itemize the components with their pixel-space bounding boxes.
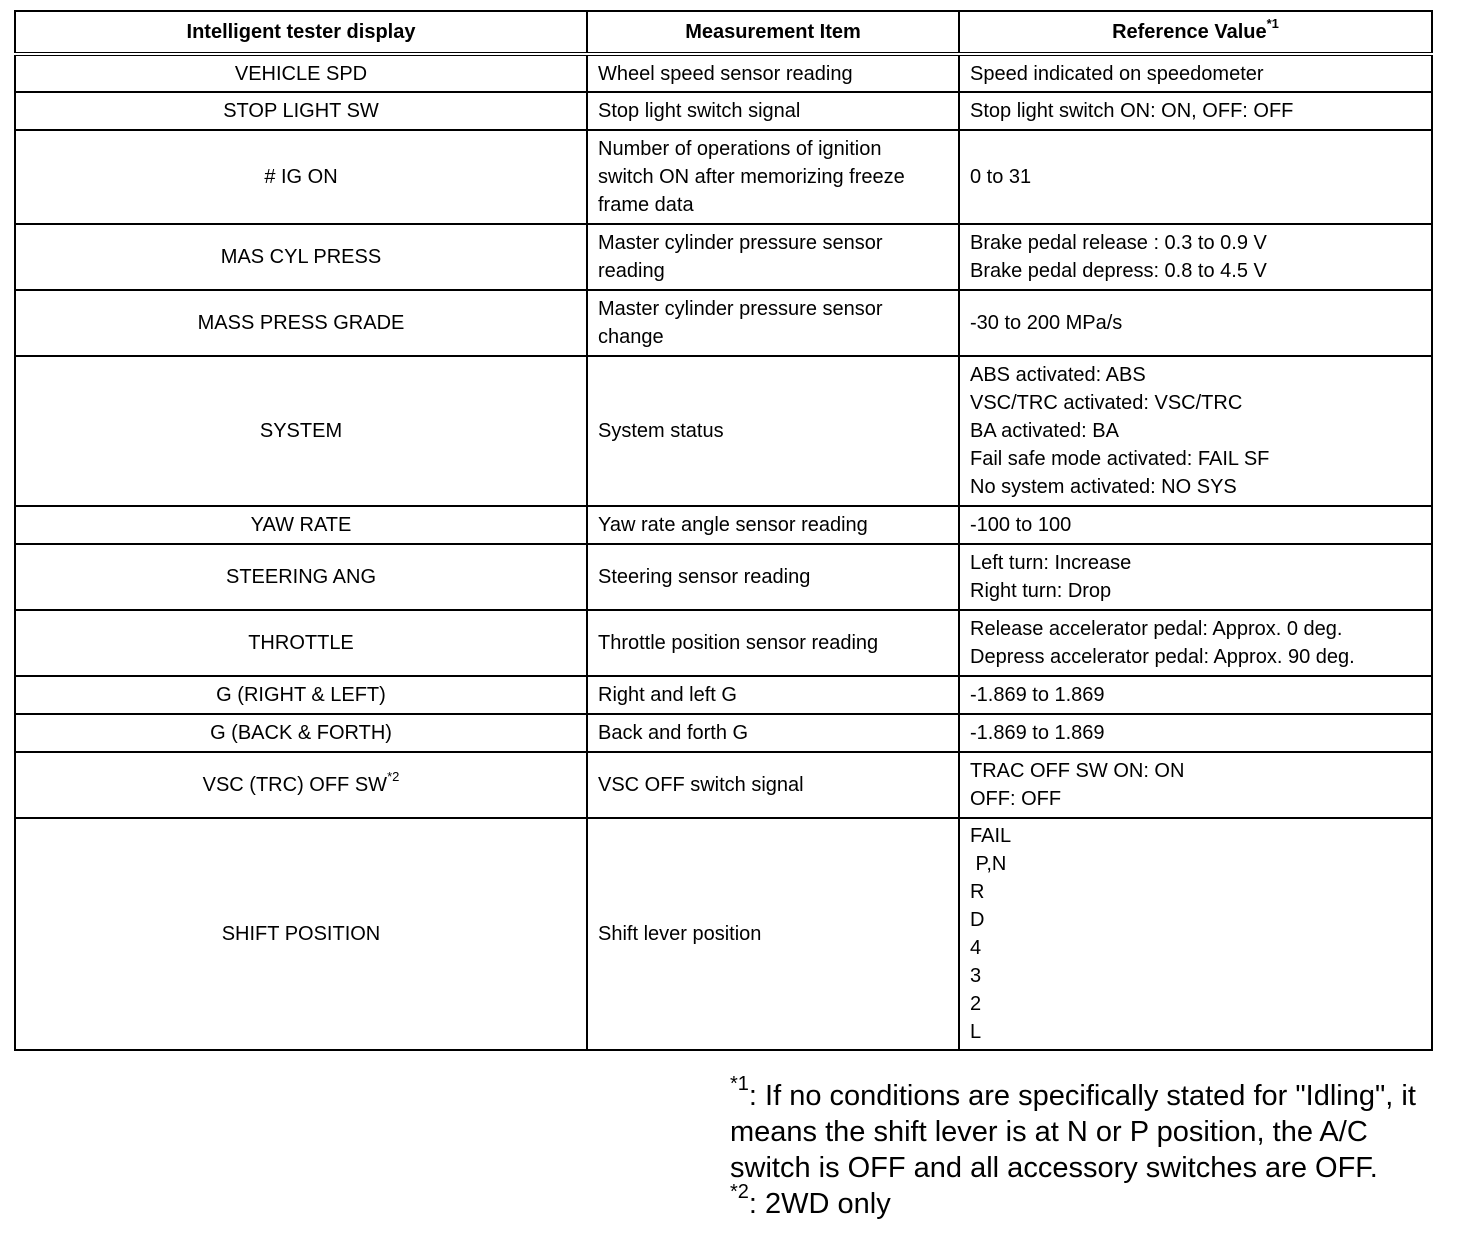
header-display xyxy=(15,11,587,54)
cell-display-footnote-mark: *2 xyxy=(387,769,400,785)
table-row xyxy=(15,54,1432,92)
table-row xyxy=(15,290,1432,356)
cell-display-text: G (BACK & FORTH) xyxy=(210,722,392,744)
cell-display xyxy=(15,676,587,714)
cell-reference-line: L xyxy=(970,1021,982,1043)
cell-display xyxy=(15,54,587,92)
cell-measurement-line: Shift lever position xyxy=(598,923,762,945)
header-measurement-label: Measurement Item xyxy=(685,21,861,43)
cell-display xyxy=(15,714,587,752)
cell-measurement-line: Wheel speed sensor reading xyxy=(598,62,853,85)
cell-reference xyxy=(959,224,1432,290)
cell-reference-line: BA activated: BA xyxy=(970,420,1119,442)
table-row xyxy=(15,356,1432,506)
table-row xyxy=(15,752,1432,818)
cell-measurement-line: frame data xyxy=(598,194,694,216)
cell-reference xyxy=(959,54,1432,92)
cell-reference-line: Release accelerator pedal: Approx. 0 deg. xyxy=(970,618,1343,640)
cell-measurement xyxy=(587,544,959,610)
table-row xyxy=(15,544,1432,610)
cell-measurement xyxy=(587,752,959,818)
cell-reference-line: Right turn: Drop xyxy=(970,580,1112,602)
cell-reference xyxy=(959,356,1432,506)
cell-reference xyxy=(959,610,1432,676)
footnote-1-mark: *1 xyxy=(730,1073,749,1096)
table-header-row xyxy=(15,11,1432,54)
cell-display xyxy=(15,290,587,356)
footnote-2 xyxy=(730,1181,1450,1222)
cell-reference-line: VSC/TRC activated: VSC/TRC xyxy=(970,392,1243,414)
cell-display xyxy=(15,752,587,818)
cell-reference-line: Left turn: Increase xyxy=(970,552,1132,574)
cell-reference xyxy=(959,290,1432,356)
cell-reference-line: Brake pedal depress: 0.8 to 4.5 V xyxy=(970,260,1267,282)
cell-measurement-line: change xyxy=(598,326,664,348)
table-row xyxy=(15,610,1432,676)
cell-display-text: YAW RATE xyxy=(250,514,352,536)
cell-measurement-line: Master cylinder pressure sensor xyxy=(598,298,883,320)
cell-measurement-line: Back and forth G xyxy=(598,722,749,744)
cell-display-text: VSC (TRC) OFF SW xyxy=(202,774,388,796)
cell-reference xyxy=(959,92,1432,130)
cell-reference-line: P,N xyxy=(970,853,1007,875)
cell-display-text: MASS PRESS GRADE xyxy=(197,312,405,334)
cell-measurement xyxy=(587,714,959,752)
cell-measurement-line: Throttle position sensor reading xyxy=(598,632,879,654)
footnote-1-text: : If no conditions are specifically stated for "Idling", it means the shift lever is at N or P position, the A/C switch is OFF and all accessory switches are OFF. xyxy=(730,1080,1416,1184)
cell-display xyxy=(15,92,587,130)
cell-reference-line: FAIL xyxy=(970,825,1012,847)
cell-measurement xyxy=(587,92,959,130)
cell-measurement-line: Master cylinder pressure sensor xyxy=(598,232,883,254)
cell-measurement-line: reading xyxy=(598,260,665,282)
cell-measurement xyxy=(587,356,959,506)
cell-reference-line: R xyxy=(970,881,985,903)
cell-display-text: G (RIGHT & LEFT) xyxy=(216,684,386,706)
cell-measurement xyxy=(587,54,959,92)
cell-reference-line: D xyxy=(970,909,985,931)
cell-reference xyxy=(959,544,1432,610)
cell-display-text: MAS CYL PRESS xyxy=(220,246,382,268)
cell-reference-line: Speed indicated on speedometer xyxy=(970,62,1264,85)
cell-reference-line: -1.869 to 1.869 xyxy=(970,722,1105,744)
footnote-2-mark: *2 xyxy=(730,1181,749,1204)
cell-display-text: STOP LIGHT SW xyxy=(223,100,379,122)
cell-reference-line: ABS activated: ABS xyxy=(970,364,1146,386)
table-row xyxy=(15,130,1432,224)
cell-reference-line: Fail safe mode activated: FAIL SF xyxy=(970,448,1270,470)
cell-measurement-line: Stop light switch signal xyxy=(598,100,801,122)
cell-display xyxy=(15,130,587,224)
cell-measurement xyxy=(587,290,959,356)
table-row xyxy=(15,818,1432,1050)
cell-reference xyxy=(959,130,1432,224)
cell-reference-line: TRAC OFF SW ON: ON xyxy=(970,760,1185,782)
cell-measurement-line: Number of operations of ignition xyxy=(598,138,882,160)
cell-reference-line: 4 xyxy=(970,937,982,959)
cell-reference-line: Stop light switch ON: ON, OFF: OFF xyxy=(970,100,1294,122)
cell-measurement-line: Yaw rate angle sensor reading xyxy=(598,514,868,536)
cell-measurement-line: Right and left G xyxy=(598,684,737,706)
cell-reference-line: No system activated: NO SYS xyxy=(970,476,1237,498)
cell-reference-line: Brake pedal release : 0.3 to 0.9 V xyxy=(970,232,1267,254)
header-reference xyxy=(959,11,1432,54)
table-row xyxy=(15,714,1432,752)
cell-reference-line: 3 xyxy=(970,965,982,987)
cell-reference-line: Depress accelerator pedal: Approx. 90 deg. xyxy=(970,646,1355,668)
cell-reference-line: OFF: OFF xyxy=(970,788,1062,810)
cell-display xyxy=(15,224,587,290)
data-list-table xyxy=(14,10,1433,1051)
cell-display-text: THROTTLE xyxy=(248,632,354,654)
cell-measurement xyxy=(587,224,959,290)
header-reference-footnote-mark: *1 xyxy=(1266,16,1279,32)
cell-measurement-line: VSC OFF switch signal xyxy=(598,774,804,796)
cell-measurement xyxy=(587,130,959,224)
cell-measurement xyxy=(587,506,959,544)
cell-measurement-line: Steering sensor reading xyxy=(598,566,811,588)
cell-display xyxy=(15,610,587,676)
table-row xyxy=(15,92,1432,130)
cell-reference xyxy=(959,676,1432,714)
cell-display-text: # IG ON xyxy=(264,166,338,188)
cell-display-text: STEERING ANG xyxy=(225,566,377,588)
cell-reference-line: -1.869 to 1.869 xyxy=(970,684,1105,706)
table-row xyxy=(15,224,1432,290)
cell-measurement xyxy=(587,610,959,676)
cell-display-text: VEHICLE SPD xyxy=(234,62,368,85)
cell-reference xyxy=(959,714,1432,752)
cell-display xyxy=(15,356,587,506)
cell-measurement-line: System status xyxy=(598,420,724,442)
cell-display-text: SYSTEM xyxy=(259,420,343,442)
header-display-label: Intelligent tester display xyxy=(186,21,416,43)
cell-reference-line: 2 xyxy=(970,993,982,1015)
footnote-1 xyxy=(730,1073,1450,1186)
header-measurement xyxy=(587,11,959,54)
footnotes xyxy=(730,1073,1450,1222)
cell-display xyxy=(15,506,587,544)
cell-reference-line: -30 to 200 MPa/s xyxy=(970,312,1123,334)
footnote-2-text: : 2WD only xyxy=(748,1188,891,1220)
table-row xyxy=(15,506,1432,544)
table-row xyxy=(15,676,1432,714)
cell-measurement-line: switch ON after memorizing freeze xyxy=(598,166,905,188)
table-body xyxy=(15,54,1432,1050)
cell-display-text: SHIFT POSITION xyxy=(221,923,381,945)
cell-reference xyxy=(959,752,1432,818)
cell-reference xyxy=(959,506,1432,544)
cell-display xyxy=(15,818,587,1050)
cell-reference xyxy=(959,818,1432,1050)
header-reference-label: Reference Value xyxy=(1112,21,1267,43)
cell-reference-line: 0 to 31 xyxy=(970,166,1032,188)
cell-measurement xyxy=(587,818,959,1050)
cell-display xyxy=(15,544,587,610)
cell-measurement xyxy=(587,676,959,714)
cell-reference-line: -100 to 100 xyxy=(970,514,1072,536)
